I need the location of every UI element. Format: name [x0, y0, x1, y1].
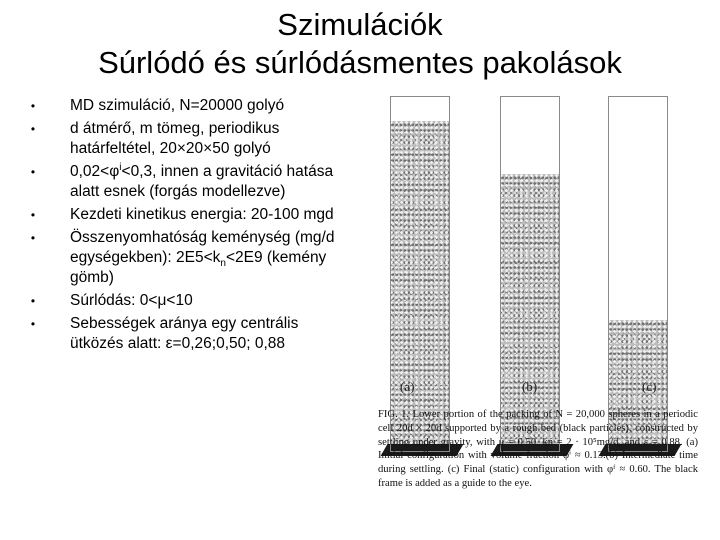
bullet-dot-icon: • — [30, 294, 36, 308]
bullet-item: • Súrlódás: 0<μ<10 — [26, 291, 356, 311]
packing-column-b — [500, 96, 560, 452]
bullet-item: • $0,02<\varphi^i<0,3$, innen a gravitáció hatása alatt esnek (forgás modellezve) — [26, 162, 356, 202]
bullet-item: • MD szimuláció, N=20000 golyó — [26, 96, 356, 116]
guide-frame-b — [500, 96, 560, 452]
bullet-item: • Kezdeti kinetikus energia: 20-100 mgd — [26, 205, 356, 225]
bullet-dot-icon: • — [30, 317, 36, 331]
panel-label-c: (c) — [642, 379, 657, 394]
bullet-dot-icon: • — [30, 231, 36, 245]
bullet-dot-icon: • — [30, 165, 36, 179]
bullet-dot-icon: • — [30, 208, 36, 222]
panel-label-a: (a) — [400, 379, 415, 394]
guide-frame-c — [608, 96, 668, 452]
packing-column-c — [608, 96, 668, 452]
guide-frame-a — [390, 96, 450, 452]
panel-label-b: (b) — [522, 379, 538, 394]
bullet-item: • Sebességek aránya egy centrális ütközés alatt: ε=0,26;0,50; 0,88 — [26, 314, 356, 354]
title-line-2: Súrlódó és súrlódásmentes pakolások — [98, 45, 622, 80]
bullet-list — [26, 96, 356, 357]
bullet-item: • d átmérő, m tömeg, periodikus határfeltétel, 20×20×50 golyó — [26, 119, 356, 159]
packing-column-a — [390, 96, 450, 452]
slide-title — [0, 6, 720, 82]
bullet-item: • Összenyomhatóság keménység (mg/d egységekben): $2E5<k_n<2E9$ (kemény gömb) — [26, 228, 356, 288]
title-line-1: Szimulációk — [277, 7, 443, 42]
figure-caption: FIG. 1. Lower portion of the packing of N = 20,000 spheres in a periodic cell 20d × 20d supported by a rough bed (black particles), constructed by settling under gravity, with μ = 0.50, kn = 2 · 10⁵mg/d, and ε = 0.88. (a) Initial configuration with volume fraction φⁱ ≈ 0.13.(b) Intermediate time during settling. (c) Final (static) configuration with φᶠ ≈ 0.60. The black frame is added as a guide to the eye. — [378, 409, 698, 489]
bullet-dot-icon: • — [30, 99, 36, 113]
bullet-dot-icon: • — [30, 122, 36, 136]
